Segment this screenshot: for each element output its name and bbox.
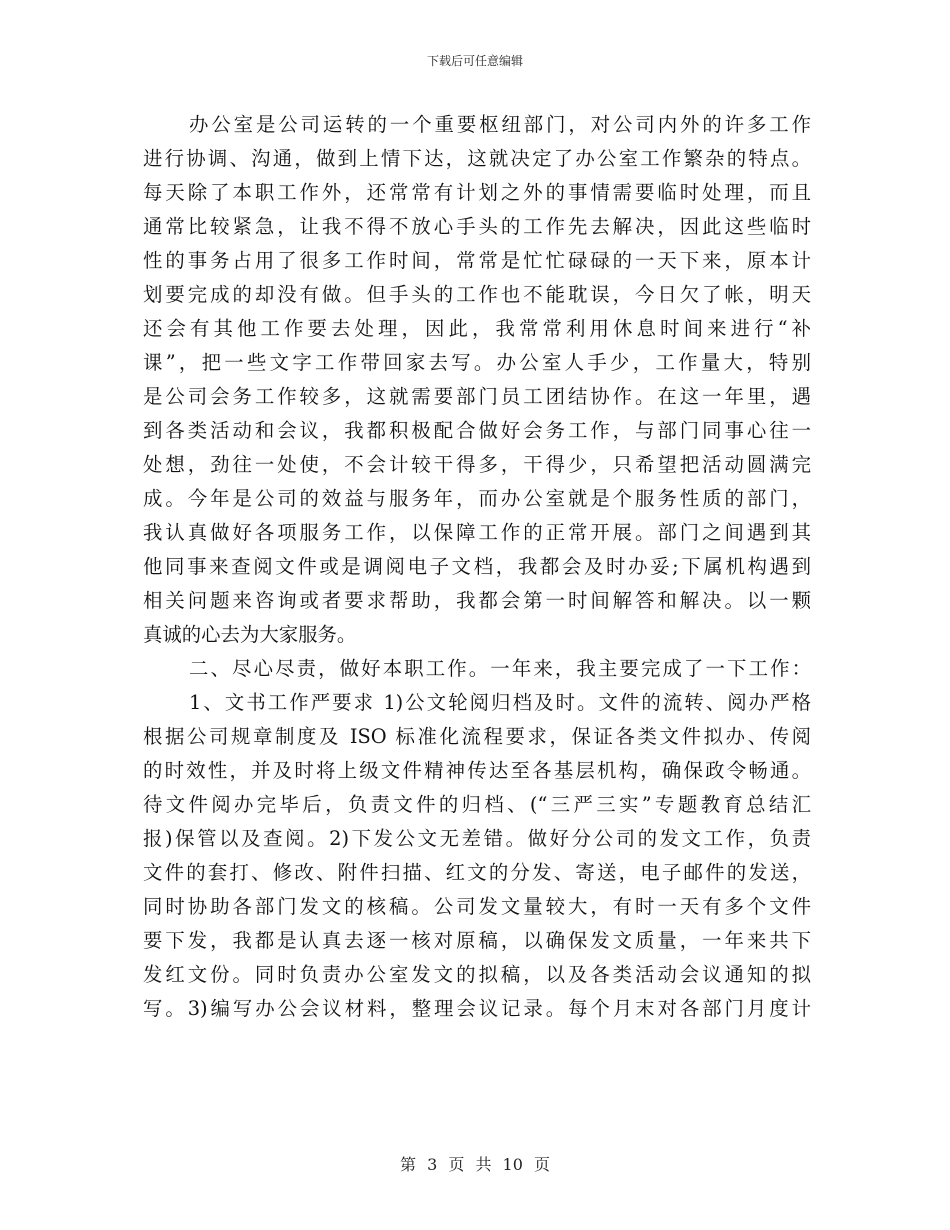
page-header: 下载后可任意编辑 — [426, 54, 523, 68]
text-line: 1、文书工作严要求 1)公文轮阅归档及时。文件的流转、阅办严格 — [189, 691, 811, 714]
text-line: 的时效性，并及时将上级文件精神传达至各基层机构，确保政令畅通。 — [143, 759, 811, 782]
text-line: 写。3)编写办公会议材料，整理会议记录。每个月末对各部门月度计 — [143, 997, 811, 1020]
page-number-footer: 第 3 页 共 10 页 — [400, 1155, 550, 1174]
text-line: 要下发，我都是认真去逐一核对原稿，以确保发文质量，一年来共下 — [143, 929, 811, 952]
text-line: 处想，劲往一处使，不会计较干得多，干得少，只希望把活动圆满完 — [143, 453, 811, 476]
text-line: 每天除了本职工作外，还常常有计划之外的事情需要临时处理，而且 — [143, 181, 811, 204]
document-body — [143, 108, 811, 1026]
text-line: 性的事务占用了很多工作时间，常常是忙忙碌碌的一天下来，原本计 — [143, 249, 811, 272]
text-line: 划要完成的却没有做。但手头的工作也不能耽误，今日欠了帐，明天 — [143, 283, 811, 306]
text-line: 办公室是公司运转的一个重要枢纽部门，对公司内外的许多工作 — [189, 113, 811, 136]
text-line: 成。今年是公司的效益与服务年，而办公室就是个服务性质的部门， — [143, 487, 811, 510]
text-line: 进行协调、沟通，做到上情下达，这就决定了办公室工作繁杂的特点。 — [143, 147, 811, 170]
text-line: 同时协助各部门发文的核稿。公司发文量较大，有时一天有多个文件 — [143, 895, 811, 918]
text-line: 报)保管以及查阅。2)下发公文无差错。做好分公司的发文工作，负责 — [143, 827, 811, 850]
text-line: 是公司会务工作较多，这就需要部门员工团结协作。在这一年里，遇 — [143, 385, 811, 408]
text-line: 相关问题来咨询或者要求帮助，我都会第一时间解答和解决。以一颗 — [143, 589, 811, 612]
text-line: 通常比较紧急，让我不得不放心手头的工作先去解决，因此这些临时 — [143, 215, 811, 238]
text-line: 待文件阅办完毕后，负责文件的归档、(“三严三实”专题教育总结汇 — [143, 793, 811, 816]
section-heading: 二、尽心尽责，做好本职工作。一年来，我主要完成了一下工作： — [189, 657, 811, 680]
text-line: 还会有其他工作要去处理，因此，我常常利用休息时间来进行“补 — [143, 317, 811, 340]
text-line: 根据公司规章制度及 ISO 标准化流程要求，保证各类文件拟办、传阅 — [143, 725, 811, 748]
text-line: 文件的套打、修改、附件扫描、红文的分发、寄送，电子邮件的发送， — [143, 861, 811, 884]
text-line: 课”，把一些文字工作带回家去写。办公室人手少，工作量大，特别 — [143, 351, 811, 374]
text-line: 我认真做好各项服务工作，以保障工作的正常开展。部门之间遇到其 — [143, 521, 811, 544]
text-line: 到各类活动和会议，我都积极配合做好会务工作，与部门同事心往一 — [143, 419, 811, 442]
text-line: 他同事来查阅文件或是调阅电子文档，我都会及时办妥;下属机构遇到 — [143, 555, 811, 578]
text-line: 发红文份。同时负责办公室发文的拟稿，以及各类活动会议通知的拟 — [143, 963, 811, 986]
text-line: 真诚的心去为大家服务。 — [143, 623, 357, 646]
